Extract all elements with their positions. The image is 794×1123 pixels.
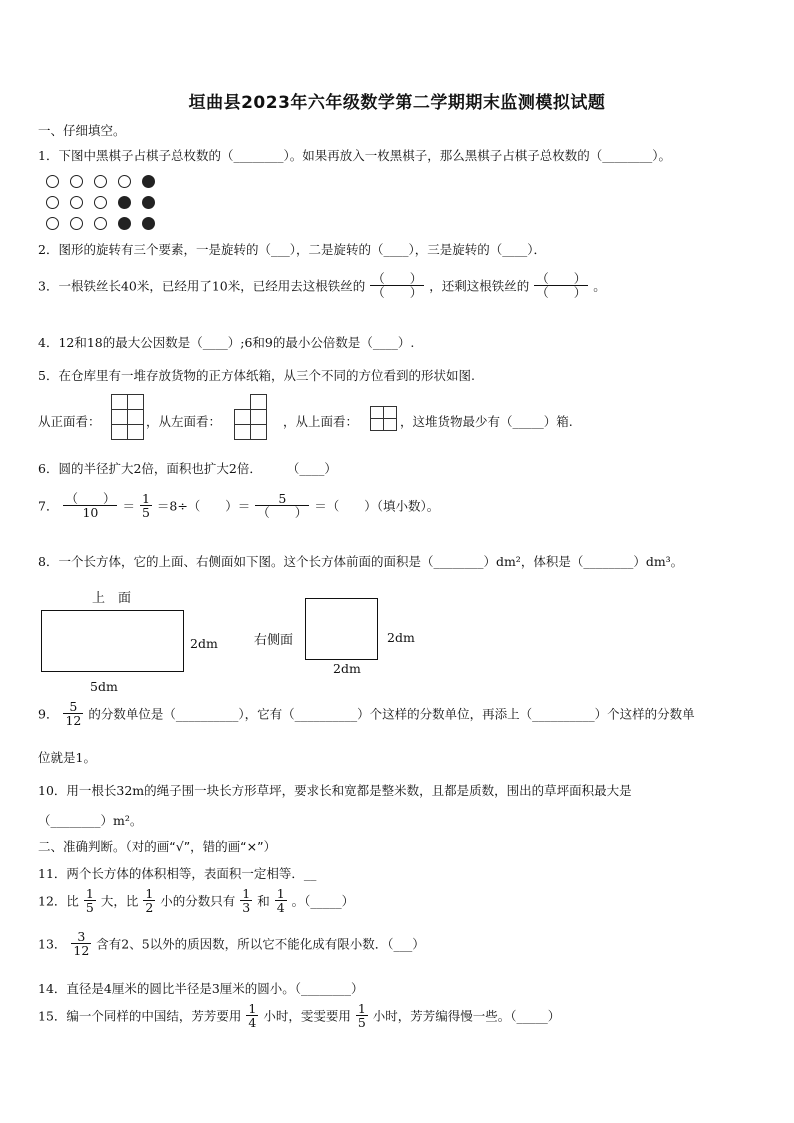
question-3-fraction-used — [370, 272, 424, 299]
equals-sign: ＝ — [122, 498, 135, 514]
question-14: 14．直径是4厘米的圆比半径是3厘米的圆小。（________） — [38, 981, 364, 996]
fraction-numerator: 1 — [357, 1001, 366, 1016]
question-3 — [38, 272, 606, 299]
white-chess-piece — [94, 196, 107, 209]
question-5: 5．在仓库里有一堆存放货物的正方体纸箱，从三个不同的方位看到的形状如图. — [38, 368, 475, 383]
question-13-number: 13． — [38, 936, 67, 952]
question-5-end: ，这堆货物最少有（_____）箱. — [400, 414, 573, 429]
question-7-fraction-1 — [63, 492, 117, 519]
question-9-text: 的分数单位是（__________），它有（__________）个这样的分数单位，再添上（__________）个这样的分数单 — [88, 706, 695, 722]
black-chess-piece — [142, 217, 155, 230]
question-5-left-label: ，从左面看： — [146, 414, 222, 429]
white-chess-piece — [70, 175, 83, 188]
question-13-fraction — [71, 930, 91, 957]
question-12-text-b: 大，比 — [100, 893, 139, 909]
fraction-denominator: 5 — [85, 900, 94, 916]
black-chess-piece — [118, 217, 131, 230]
question-5-front-label: 从正面看： — [38, 414, 101, 429]
black-chess-piece — [118, 196, 131, 209]
question-7-fraction-3 — [255, 492, 309, 519]
fraction-denominator: 5 — [357, 1015, 366, 1031]
question-12-text-e: 。（_____） — [291, 893, 355, 909]
white-chess-piece — [94, 175, 107, 188]
fraction-denominator: 12 — [73, 943, 90, 959]
fraction-denominator: （ ） — [372, 285, 423, 301]
question-2: 2．图形的旋转有三个要素，一是旋转的（___），二是旋转的（____），三是旋转的（____）． — [38, 242, 546, 257]
side-face-height: 2dm — [387, 630, 415, 645]
question-8: 8．一个长方体，它的上面、右侧面如下图。这个长方体前面的面积是（________）dm²，体积是（________）dm³。 — [38, 554, 684, 569]
fraction-numerator: 1 — [85, 886, 94, 901]
fraction-numerator: 1 — [145, 886, 154, 901]
question-9-number: 9． — [38, 706, 59, 722]
fraction-denominator: 10 — [82, 505, 99, 521]
question-3-text-a: 3．一根铁丝长40米，已经用了10米，已经用去这根铁丝的 — [38, 278, 366, 294]
question-10-continued: （________）m²。 — [38, 813, 143, 828]
section-1-heading: 一、仔细填空。 — [38, 123, 126, 138]
question-7-end: ＝（ ）（填小数）。 — [314, 498, 440, 514]
question-12-text-c: 小的分数只有 — [160, 893, 236, 909]
black-chess-piece — [142, 175, 155, 188]
question-12-fraction-2 — [143, 887, 155, 914]
fraction-denominator: （ ） — [257, 505, 308, 521]
page-title: 垣曲县2023年六年级数学第二学期期末监测模拟试题 — [188, 93, 606, 113]
question-9 — [38, 700, 695, 727]
question-7-number: 7． — [38, 498, 59, 514]
side-face-rectangle — [305, 598, 378, 660]
fraction-denominator: （ ） — [536, 285, 587, 301]
side-face-label: 右侧面 — [254, 633, 294, 648]
question-15-fraction-1 — [246, 1002, 258, 1029]
fraction-numerator: 1 — [141, 491, 150, 506]
top-face-rectangle — [41, 610, 184, 672]
question-15-text-a: 15．编一个同样的中国结，芳芳要用 — [38, 1008, 242, 1024]
fraction-denominator: 2 — [145, 900, 154, 916]
question-10: 10．用一根长32m的绳子围一块长方形草坪，要求长和宽都是整米数，且都是质数，围出的草坪面积最大是 — [38, 783, 632, 798]
top-face-height: 2dm — [190, 636, 218, 651]
white-chess-piece — [46, 217, 59, 230]
question-15-text-c: 小时，芳芳编得慢一些。（_____） — [372, 1008, 561, 1024]
question-1: 1．下图中黑棋子占棋子总枚数的（________）。如果再放入一枚黑棋子，那么黑棋子占棋子总枚数的（________）。 — [38, 148, 671, 163]
fraction-numerator: 1 — [276, 886, 285, 901]
question-12 — [38, 887, 354, 914]
fraction-denominator: 4 — [276, 900, 285, 916]
fraction-numerator: 5 — [63, 700, 83, 714]
question-3-text-c: 。 — [593, 278, 606, 294]
white-chess-piece — [70, 196, 83, 209]
fraction-denominator: 4 — [248, 1015, 257, 1031]
fraction-denominator: 3 — [242, 900, 251, 916]
fraction-numerator: 5 — [255, 492, 309, 506]
question-7-fraction-2 — [140, 492, 152, 519]
question-15 — [38, 1002, 560, 1029]
fraction-denominator: 12 — [65, 713, 82, 729]
side-face-width: 2dm — [333, 661, 361, 676]
question-6: 6．圆的半径扩大2倍，面积也扩大2倍． （____） — [38, 461, 337, 476]
question-3-fraction-left — [534, 272, 588, 299]
white-chess-piece — [118, 175, 131, 188]
question-12-fraction-1 — [84, 887, 96, 914]
fraction-numerator: （ ） — [65, 491, 116, 506]
question-15-text-b: 小时，雯雯要用 — [263, 1008, 351, 1024]
white-chess-piece — [46, 175, 59, 188]
fraction-denominator: 5 — [141, 505, 150, 521]
question-5-top-label: ，从上面看： — [283, 414, 359, 429]
question-9-fraction — [63, 700, 83, 727]
question-4: 4．12和18的最大公因数是（____）;6和9的最小公倍数是（____）. — [38, 335, 415, 350]
question-12-fraction-3 — [240, 887, 252, 914]
question-13 — [38, 930, 425, 957]
black-chess-piece — [142, 196, 155, 209]
question-7-division: ＝8÷（ ）＝ — [156, 498, 251, 514]
fraction-numerator: 1 — [242, 886, 251, 901]
fraction-numerator: （ ） — [372, 271, 423, 286]
question-12-text-d: 和 — [257, 893, 270, 909]
question-11: 11．两个长方体的体积相等，表面积一定相等．__ — [38, 866, 317, 881]
fraction-numerator: 1 — [248, 1001, 257, 1016]
question-12-fraction-4 — [275, 887, 287, 914]
question-7 — [38, 492, 439, 519]
top-face-label: 上 面 — [92, 591, 132, 606]
question-15-fraction-2 — [356, 1002, 368, 1029]
question-9-continued: 位就是1。 — [38, 750, 96, 765]
fraction-numerator: 3 — [71, 930, 91, 944]
question-12-text-a: 12．比 — [38, 893, 79, 909]
white-chess-piece — [46, 196, 59, 209]
white-chess-piece — [70, 217, 83, 230]
white-chess-piece — [94, 217, 107, 230]
fraction-numerator: （ ） — [536, 271, 587, 286]
question-13-text: 含有2、5以外的质因数，所以它不能化成有限小数．（___） — [96, 936, 425, 952]
top-face-width: 5dm — [90, 679, 118, 694]
question-3-text-b: ，还剩这根铁丝的 — [429, 278, 530, 294]
section-2-heading: 二、准确判断。（对的画“√”，错的画“×”） — [38, 839, 277, 854]
